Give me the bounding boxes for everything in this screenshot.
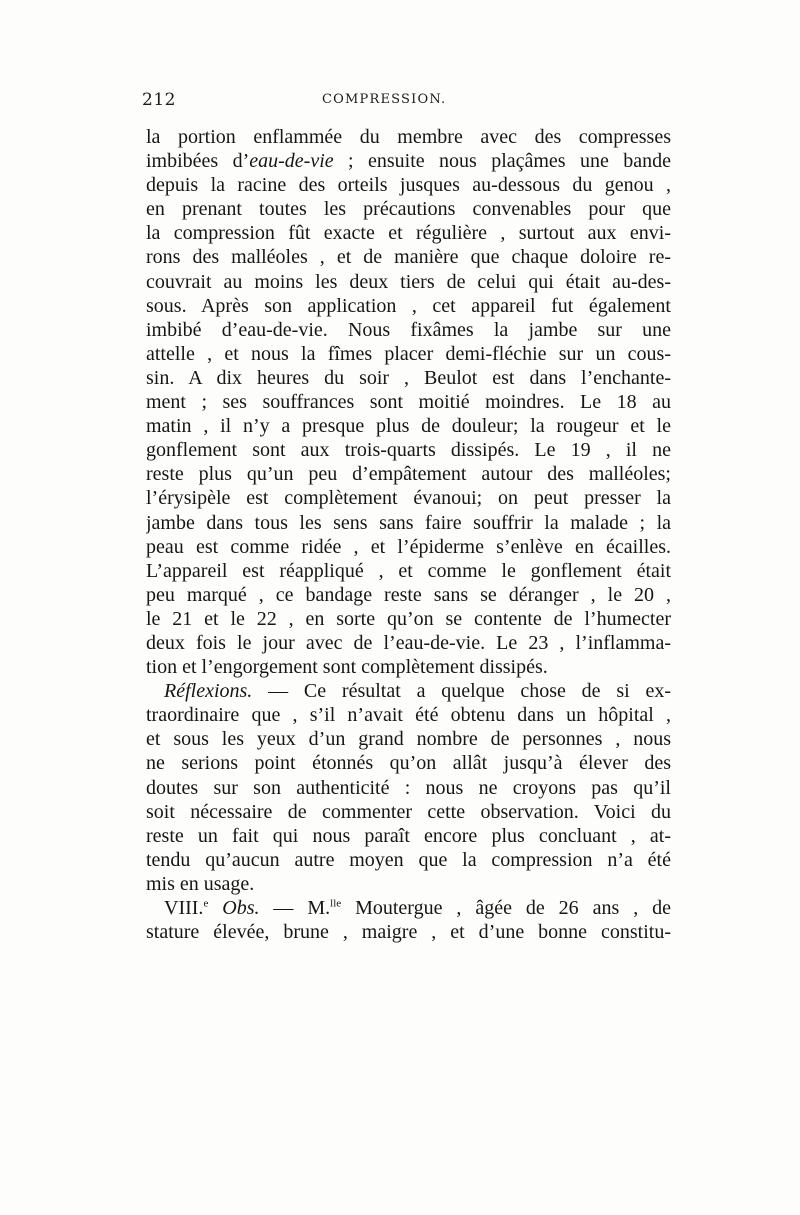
text-line: la portion enflammée du membre avec des compresses xyxy=(146,126,671,148)
text-line: ne serions point étonnés qu’on allât jusqu’à élever des xyxy=(146,752,671,775)
text-line: couvrait au moins les deux tiers de celui qui était au-des- xyxy=(146,270,671,293)
text-line: doutes sur son authenticité : nous ne croyons pas qu’il xyxy=(146,776,671,799)
text-line: tendu qu’aucun autre moyen que la compression n’a été xyxy=(146,848,671,871)
italic-term: eau-de-vie xyxy=(249,150,334,173)
page-header xyxy=(142,90,670,116)
text-line: reste plus qu’un peu d’empâtement autour des malléoles; xyxy=(146,463,671,486)
text-line: ment ; ses souffrances sont moitié moindres. Le 18 au xyxy=(146,391,671,414)
text-line xyxy=(146,896,671,920)
text-line: tion et l’engorgement sont complètement dissipés. xyxy=(146,656,548,679)
text-line: gonflement sont aux trois-quarts dissipés. Le 19 , il ne xyxy=(146,439,671,462)
text-span xyxy=(208,897,222,919)
text-line: matin , il n’y a presque plus de douleur; la rougeur et le xyxy=(146,415,671,438)
text-line: imbibé d’eau-de-vie. Nous fixâmes la jambe sur une xyxy=(146,318,671,341)
text-span: ; ensuite nous plaçâmes une bande xyxy=(333,150,671,173)
text-span: Moutergue , âgée de 26 ans , de xyxy=(341,897,671,919)
text-line: depuis la racine des orteils jusques au-dessous du genou , xyxy=(146,174,671,197)
text-line: sin. A dix heures du soir , Beulot est dans l’enchante- xyxy=(146,366,671,389)
text-line: attelle , et nous la fîmes placer demi-fléchie sur un cous- xyxy=(146,342,671,365)
text-line: en prenant toutes les précautions convenables pour que xyxy=(146,198,671,221)
text-line: peau est comme ridée , et l’épiderme s’enlève en écailles. xyxy=(146,535,671,558)
text-span: imbibées d’ xyxy=(146,150,250,173)
text-line: l’érysipèle est complètement évanoui; on peut presser la xyxy=(146,487,671,510)
text-span: — Ce résultat a quelque chose de si ex- xyxy=(252,680,671,703)
text-line: reste un fait qui nous paraît encore plus concluant , at- xyxy=(146,824,671,847)
text-line: jambe dans tous les sens sans faire souffrir la malade ; la xyxy=(146,511,671,534)
section-label-reflexions: Réflexions. xyxy=(164,680,253,703)
obs-label: Obs. xyxy=(222,897,260,919)
text-line: le 21 et le 22 , en sorte qu’on se contente de l’humecter xyxy=(146,607,671,630)
text-line: la compression fût exacte et régulière , surtout aux envi- xyxy=(146,222,671,245)
observation-number: VIII. xyxy=(164,897,204,919)
body-text xyxy=(146,125,671,944)
page-number: 212 xyxy=(142,90,176,110)
text-line: traordinaire que , s’il n’avait été obtenu dans un hôpital , xyxy=(146,704,671,727)
text-line: et sous les yeux d’un grand nombre de personnes , nous xyxy=(146,728,671,751)
text-line: soit nécessaire de commenter cette observation. Voici du xyxy=(146,800,671,823)
running-title: COMPRESSION. xyxy=(322,92,447,107)
text-line: mis en usage. xyxy=(146,872,255,895)
text-line: stature élevée, brune , maigre , et d’une bonne constitu- xyxy=(146,921,671,944)
text-span: — M. xyxy=(259,897,331,919)
text-line: deux fois le jour avec de l’eau-de-vie. Le 23 , l’inflamma- xyxy=(146,631,671,654)
ordinal-superscript: e xyxy=(203,897,209,910)
text-line: L’appareil est réappliqué , et comme le gonflement était xyxy=(146,559,671,582)
text-line: sous. Après son application , cet appareil fut également xyxy=(146,294,671,317)
text-line: peu marqué , ce bandage reste sans se déranger , le 20 , xyxy=(146,583,671,606)
text-line xyxy=(146,679,671,703)
title-superscript: lle xyxy=(330,897,342,910)
text-line: rons des malléoles , et de manière que chaque doloire re- xyxy=(146,246,671,269)
text-line xyxy=(146,149,671,173)
